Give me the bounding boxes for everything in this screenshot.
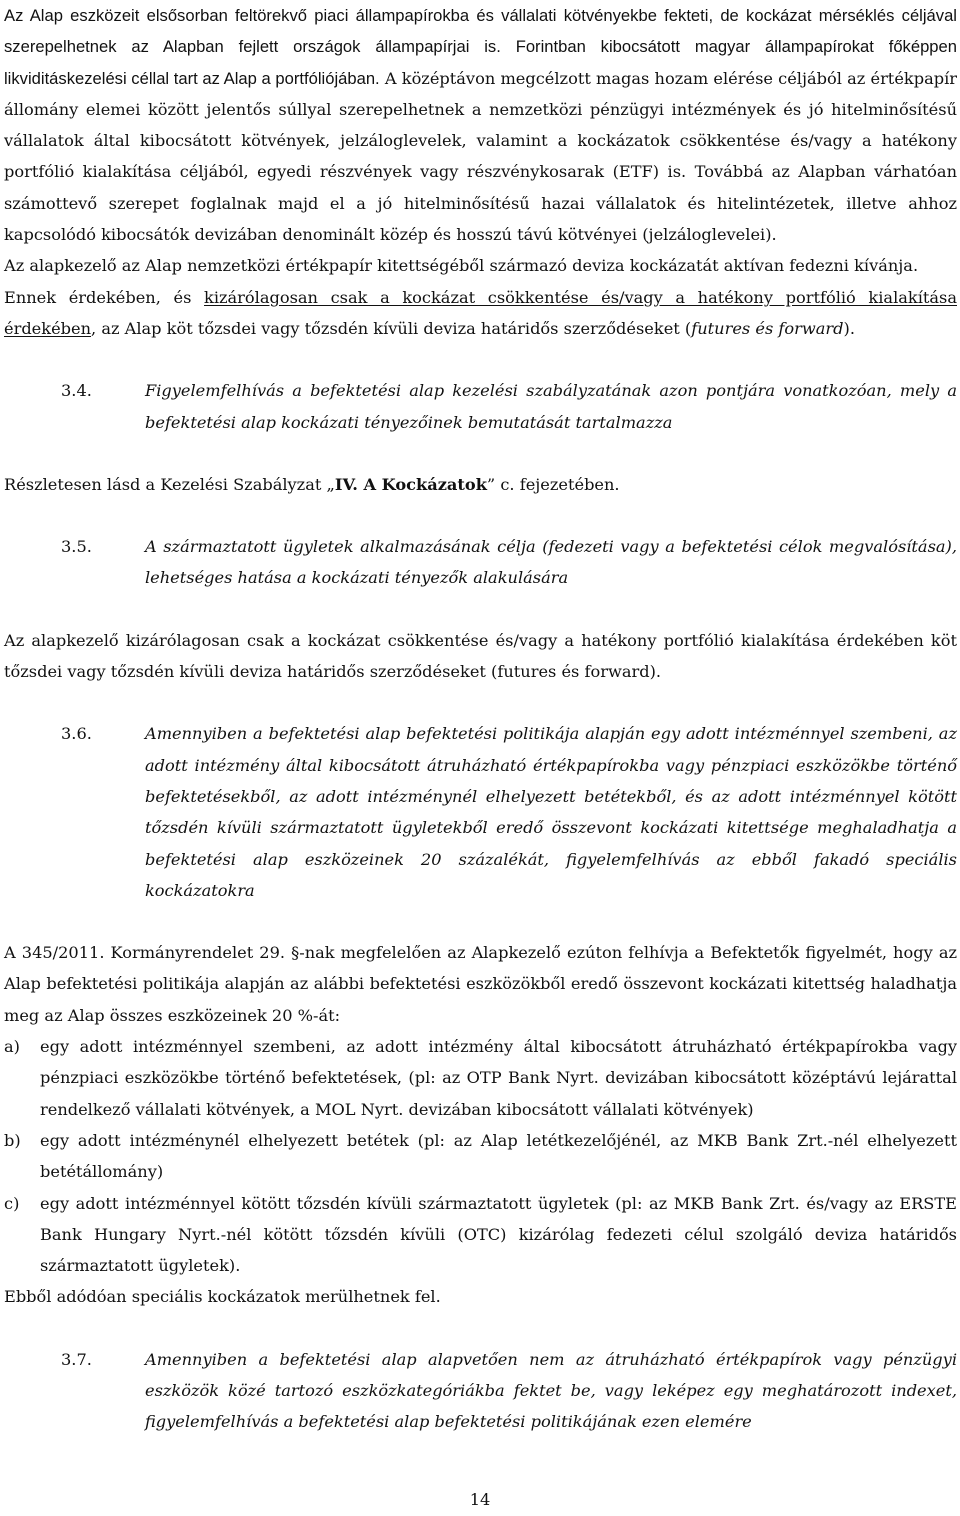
paragraph-regulation: A 345/2011. Kormányrendelet 29. §-nak megfelelően az Alapkezelő ezúton felhívja a Befektetők figyelmét, hogy az Alap befektetési politikája alapján az alábbi befektetési eszközökből eredő összevont kockázati kitettség haladhatja meg az Alap összes eszközeinek 20 %-át: bbox=[4, 943, 957, 1025]
italic-es: és bbox=[750, 318, 779, 338]
bold-chapter-title: IV. A Kockázatok bbox=[334, 474, 487, 494]
section-heading-3-6 bbox=[4, 718, 957, 906]
section-number: 3.7. bbox=[61, 1349, 92, 1369]
section-heading-3-4 bbox=[4, 375, 957, 438]
list-text: egy adott intézménynél elhelyezett betétek (pl: az Alap letétkezelőjénél, az MKB Bank Zrt.-nél elhelyezett betétállomány) bbox=[40, 1130, 957, 1182]
section-heading-3-7 bbox=[4, 1344, 957, 1438]
section-heading-3-5 bbox=[4, 531, 957, 594]
paragraph-serif-part-b: Továbbá az Alapban várhatóan számottevő szerepet foglalnak majd el a jó hitelminősítésű hazai vállalatok és hitelintézetek, illetve ahhoz kapcsolódó kibocsátók devizában denominált közép és hosszú távú kötvényei (jelzáloglevelei). bbox=[4, 162, 957, 245]
paragraph-risk-reference bbox=[4, 469, 957, 500]
text-run: , az Alap köt tőzsdei vagy tőzsdén kívüli deviza határidős szerződéseket ( bbox=[91, 318, 692, 338]
text-run: ). bbox=[843, 318, 855, 338]
section-number: 3.4. bbox=[61, 381, 92, 401]
paragraph-derivatives-purpose bbox=[4, 282, 957, 345]
underlined-text: kizárólagosan csak a kockázat csökkentése és/vagy a hatékony portfólió kialakítása érdekében bbox=[4, 287, 957, 338]
section-number: 3.6. bbox=[61, 724, 92, 744]
list-text: egy adott intézménnyel szembeni, az adott intézmény által kibocsátott átruházható értékpapírokba vagy pénzpiaci eszközökbe történő befektetések, (pl: az OTP Bank Nyrt. devizában kibocsátott középtávú lejárattal rendelkező vállalati kötvények, a MOL Nyrt. devizában kibocsátott vállalati kötvények) bbox=[40, 1037, 957, 1119]
section-title: Amennyiben a befektetési alap befektetési politikája alapján egy adott intézménnyel szembeni, az adott intézmény által kibocsátott átruházható értékpapírokba vagy pénzpiaci eszközökbe történő befektetésekből, az adott intézménynél elhelyezett betétekből, és az adott intézménnyel kötött tőzsdén kívüli származtatott ügyletekből eredő összevont kockázati kitettsége meghaladhatja a befektetési alap eszközeinek 20 százalékát, figyelemfelhívás az ebből fakadó speciális kockázatokra bbox=[145, 724, 957, 900]
italic-futures: futures bbox=[691, 318, 751, 338]
paragraph-investment-policy bbox=[4, 0, 957, 250]
list-item bbox=[4, 1188, 957, 1282]
text-run: ” c. fejezetében. bbox=[486, 474, 620, 494]
list-text: egy adott intézménnyel kötött tőzsdén kívüli származtatott ügyletek (pl: az MKB Bank Zrt. és/vagy az ERSTE Bank Hungary Nyrt.-nél kötött tőzsdén kívüli (OTC) kizárólag fedezeti célul szolgáló deviza határidős származtatott ügyletek). bbox=[40, 1193, 957, 1276]
text-run: Ennek érdekében, és bbox=[4, 287, 205, 307]
italic-forward: forward bbox=[778, 318, 844, 338]
section-title: A származtatott ügyletek alkalmazásának célja (fedezeti vagy a befektetési célok megvalósítása), lehetséges hatása a kockázati tényezők alakulására bbox=[145, 537, 957, 588]
paragraph-sans-part: Az Alap eszközeit elsősorban feltörekvő piaci állampapírokba és vállalati kötvényekbe fekteti, de kockázat mérséklés céljával szerepelhetnek az Alapban fejlett országok állampapírjai is. Forintban kibocsátott magyar állampapírokat főképpen likviditáskezelési céllal tart az Alap a portfóliójában. bbox=[4, 6, 957, 88]
page-number: 14 bbox=[469, 1490, 491, 1509]
list-item bbox=[4, 1031, 957, 1125]
list-item bbox=[4, 1125, 957, 1188]
text-run: Részletesen lásd a Kezelési Szabályzat „ bbox=[4, 474, 335, 494]
paragraph-serif-part: A középtávon megcélzott magas hozam elérése céljából az értékpapír állomány elemei között jelentős súllyal szerepelhetnek a nemzetközi pénzügyi intézmények és jó hitelminősítésű vállalatok által kibocsátott kötvények, jelzáloglevelek, valamint a kockázatok csökkentése és/vagy a hatékony portfólió kialakítása céljából, egyedi részvények vagy részvénykosarak (ETF) is. bbox=[4, 68, 957, 182]
paragraph-special-risks: Ebből adódóan speciális kockázatok merülhetnek fel. bbox=[4, 1287, 441, 1307]
list-label: a) bbox=[4, 1037, 20, 1057]
paragraph-currency-hedging: Az alapkezelő az Alap nemzetközi értékpapír kitettségéből származó deviza kockázatát aktívan fedezni kívánja. bbox=[4, 256, 919, 276]
section-title: Figyelemfelhívás a befektetési alap kezelési szabályzatának azon pontjára vonatkozóan, mely a befektetési alap kockázati tényezőinek bemutatását tartalmazza bbox=[145, 381, 957, 432]
list-label: c) bbox=[4, 1193, 20, 1213]
section-title: Amennyiben a befektetési alap alapvetően nem az átruházható értékpapírok vagy pénzügyi eszközök közé tartozó eszközkategóriákba fektet be, vagy leképez egy meghatározott indexet, figyelemfelhívás a befektetési alap befektetési politikájának ezen elemére bbox=[145, 1349, 957, 1432]
paragraph-derivatives-use: Az alapkezelő kizárólagosan csak a kockázat csökkentése és/vagy a hatékony portfólió kialakítása érdekében köt tőzsdei vagy tőzsdén kívüli deviza határidős szerződéseket (futures és forward). bbox=[4, 630, 957, 682]
list-label: b) bbox=[4, 1130, 21, 1150]
section-number: 3.5. bbox=[61, 537, 92, 557]
